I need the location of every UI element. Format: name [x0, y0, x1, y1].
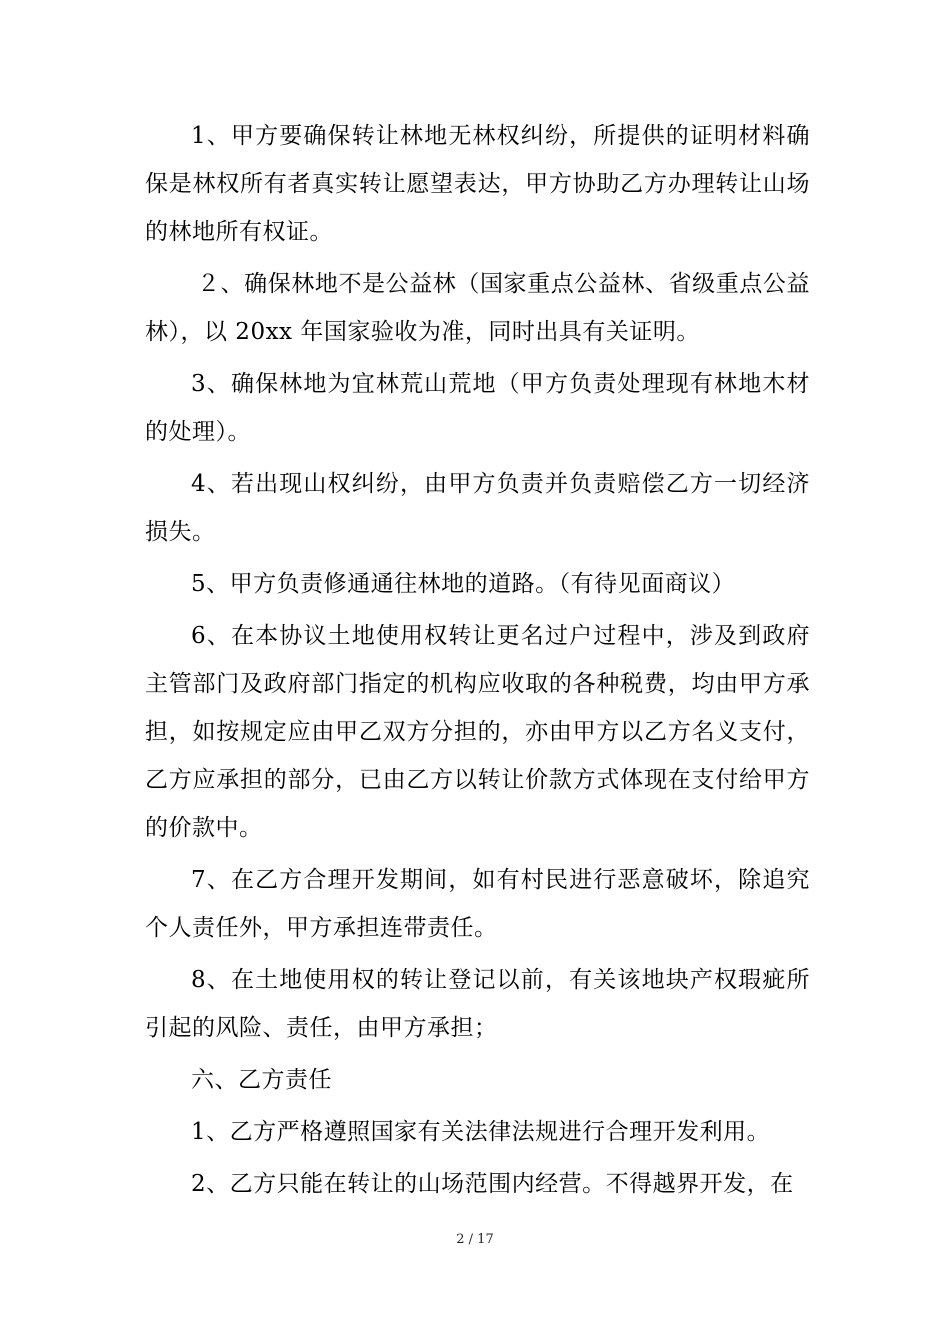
paragraph-6: 6、在本协议土地使用权转让更名过户过程中，涉及到政府主管部门及政府部门指定的机构应收取的各种税费，均由甲方承担，如按规定应由甲乙双方分担的，亦由甲方以乙方名义支付，乙方应承担的部分，已由乙方以转让价款方式体现在支付给甲方的价款中。: [145, 623, 810, 841]
paragraph-1: 1、甲方要确保转让林地无林权纠纷，所提供的证明材料确保是林权所有者真实转让愿望表达，甲方协助乙方办理转让山场的林地所有权证。: [145, 123, 810, 245]
paragraph-4: 4、若出现山权纠纷，由甲方负责并负责赔偿乙方一切经济损失。: [145, 471, 810, 545]
paragraph-b2: 2、乙方只能在转让的山场范围内经营。不得越界开发，在: [191, 1171, 794, 1197]
paragraph-8: 8、在土地使用权的转让登记以前，有关该地块产权瑕疵所引起的风险、责任，由甲方承担；: [145, 967, 810, 1041]
paragraph-2: ２、确保林地不是公益林（国家重点公益林、省级重点公益林），以 20xx 年国家验收为准，同时出具有关证明。: [145, 271, 810, 345]
paragraph-5: 5、甲方负责修通通往林地的道路。（有待见面商议）: [191, 571, 736, 597]
paragraph-7: 7、在乙方合理开发期间，如有村民进行恶意破坏，除追究个人责任外，甲方承担连带责任。: [145, 867, 810, 941]
paragraph-3: 3、确保林地为宜林荒山荒地（甲方负责处理现有林地木材的处理）。: [145, 371, 810, 445]
paragraph-b1: 1、乙方严格遵照国家有关法律法规进行合理开发利用。: [191, 1119, 771, 1145]
page-number: 2 / 17: [456, 1232, 494, 1247]
document-body: [145, 112, 810, 1212]
section-heading-party-b-responsibility: 六、乙方责任: [191, 1067, 332, 1093]
